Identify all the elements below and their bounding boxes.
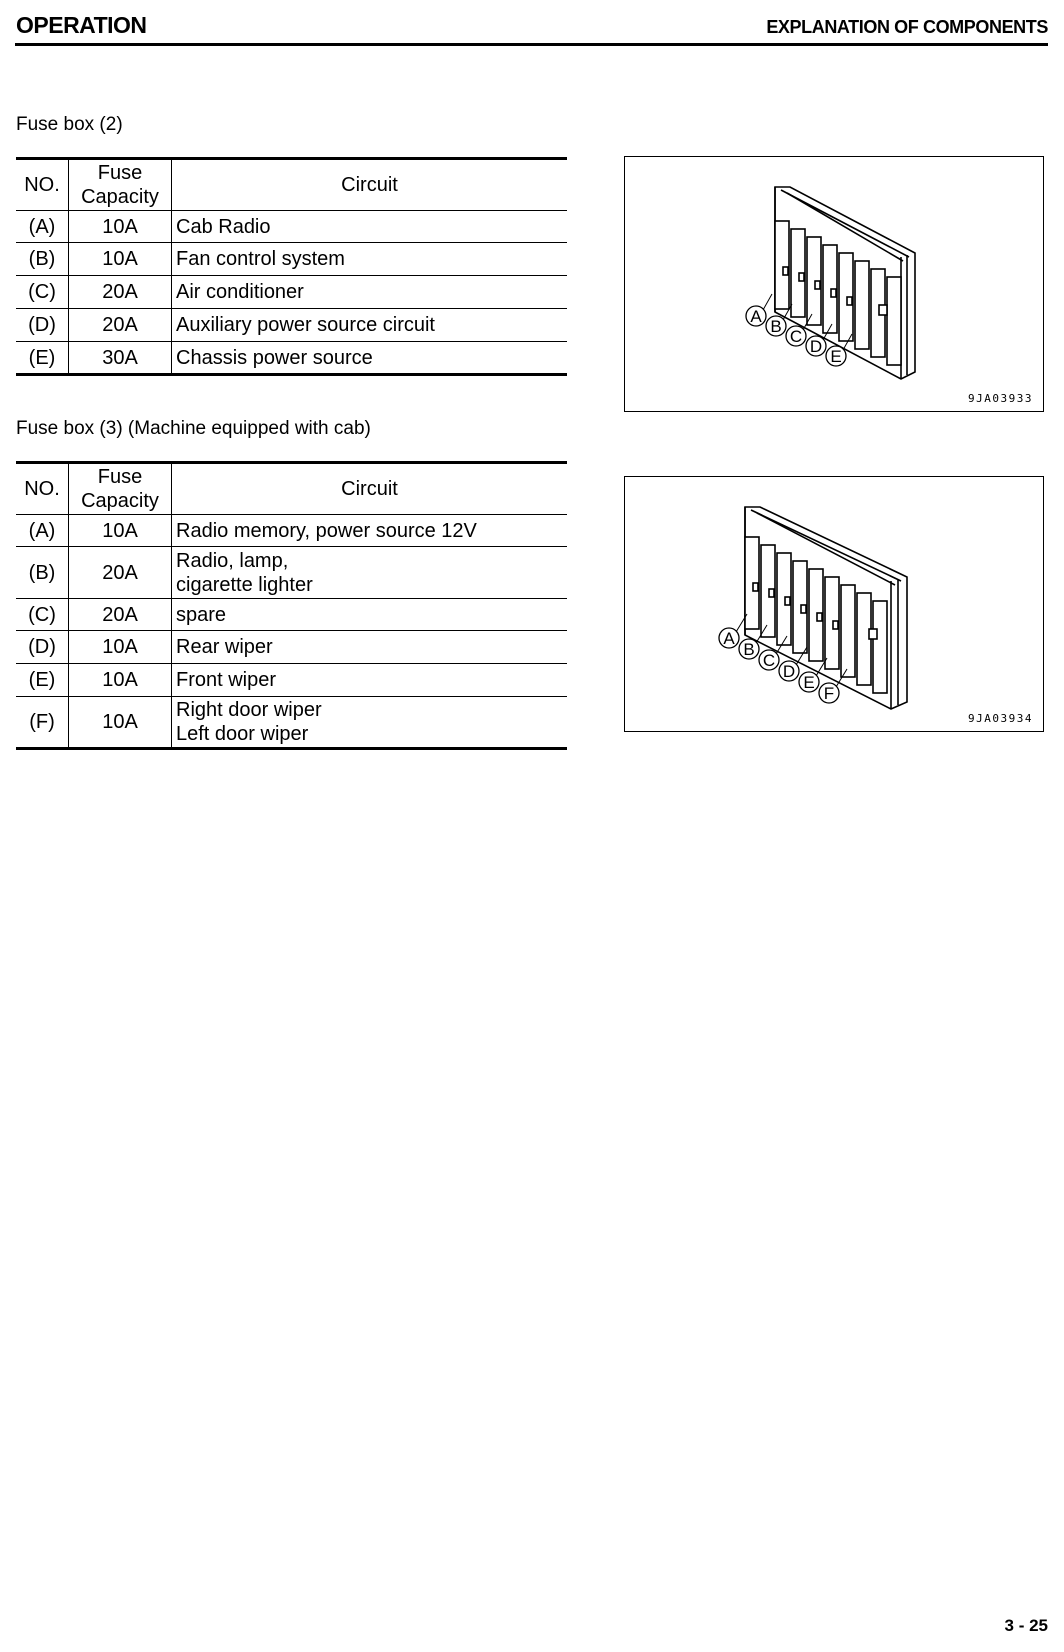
chapter-title: EXPLANATION OF COMPONENTS (766, 17, 1048, 37)
callout-leader-line (763, 294, 772, 310)
column-header-no: NO. (16, 159, 69, 211)
cell-no: (D) (16, 309, 69, 342)
table-row (16, 599, 567, 631)
cell-circuit: Cab Radio (176, 215, 271, 238)
column-header-capacity: Fuse Capacity (69, 463, 172, 515)
cell-capacity: 20A (69, 599, 172, 631)
cell-capacity: 20A (69, 276, 172, 309)
table-row (16, 309, 567, 342)
cell-no: (A) (16, 515, 69, 547)
cell-capacity: 30A (69, 342, 172, 375)
table-row (16, 276, 567, 309)
cell-circuit: spare (176, 603, 227, 626)
cell-capacity: 10A (69, 697, 172, 749)
fuse-box-2-drawing (625, 157, 1043, 411)
callout-label: B (743, 640, 755, 659)
header-rule (15, 43, 1048, 46)
page-number: 3 - 25 (1004, 1616, 1048, 1635)
cell-circuit: Auxiliary power source circuit (176, 314, 435, 336)
cell-no: (E) (16, 342, 69, 375)
cell-circuit: Fan control system (176, 248, 345, 270)
figure-code: 9JA03934 (968, 712, 1033, 725)
column-header-circuit: Circuit (341, 174, 398, 196)
cell-no: (B) (16, 243, 69, 276)
cell-circuit: Air conditioner (176, 281, 304, 303)
callout-label: B (770, 317, 782, 336)
callout-label: D (809, 337, 823, 356)
column-header-circuit: Circuit (341, 478, 398, 500)
column-header-capacity: Fuse Capacity (69, 159, 172, 211)
callout-label: A (750, 307, 762, 326)
fuse-box-3-table (16, 461, 567, 750)
cell-no: (E) (16, 664, 69, 697)
fuse-box-2-table (16, 157, 567, 376)
cell-capacity: 10A (69, 243, 172, 276)
figure-code: 9JA03933 (968, 392, 1033, 405)
cell-no: (F) (16, 697, 69, 749)
cell-circuit: Radio, lamp, cigarette lighter (176, 549, 313, 596)
callout-label: C (762, 651, 776, 670)
cell-capacity: 10A (69, 515, 172, 547)
cell-capacity: 20A (69, 309, 172, 342)
fuse-box-3-caption: Fuse box (3) (Machine equipped with cab) (16, 418, 371, 439)
table-row (16, 515, 567, 547)
callout-label: F (823, 684, 835, 703)
callout-label: E (830, 347, 842, 366)
callout-label: A (723, 629, 735, 648)
cell-capacity: 10A (69, 631, 172, 664)
section-title: OPERATION (16, 12, 147, 38)
cell-circuit: Radio memory, power source 12V (176, 519, 477, 542)
column-header-no: NO. (16, 463, 69, 515)
cell-circuit: Right door wiper Left door wiper (176, 699, 322, 745)
cell-no: (A) (16, 211, 69, 243)
cell-capacity: 10A (69, 211, 172, 243)
table-header-row (16, 159, 567, 211)
table-row (16, 664, 567, 697)
table-row (16, 631, 567, 664)
cell-capacity: 10A (69, 664, 172, 697)
table-header-row (16, 463, 567, 515)
cell-no: (C) (16, 599, 69, 631)
table-row (16, 547, 567, 599)
table-row (16, 211, 567, 243)
table-row (16, 342, 567, 375)
cell-no: (C) (16, 276, 69, 309)
fuse-box-3-drawing (625, 477, 1043, 731)
cell-no: (B) (16, 547, 69, 599)
fuse-box-3-figure (624, 476, 1044, 732)
fuse-box-2-caption: Fuse box (2) (16, 114, 123, 135)
table-row (16, 243, 567, 276)
cell-capacity: 20A (69, 547, 172, 599)
callout-label: D (782, 662, 796, 681)
cell-circuit: Rear wiper (176, 636, 273, 658)
cell-circuit: Front wiper (176, 669, 277, 691)
callout-label: C (789, 327, 803, 346)
table-row (16, 697, 567, 749)
cell-no: (D) (16, 631, 69, 664)
fuse-box-2-figure (624, 156, 1044, 412)
cell-circuit: Chassis power source (176, 346, 373, 369)
callout-label: E (803, 673, 815, 692)
